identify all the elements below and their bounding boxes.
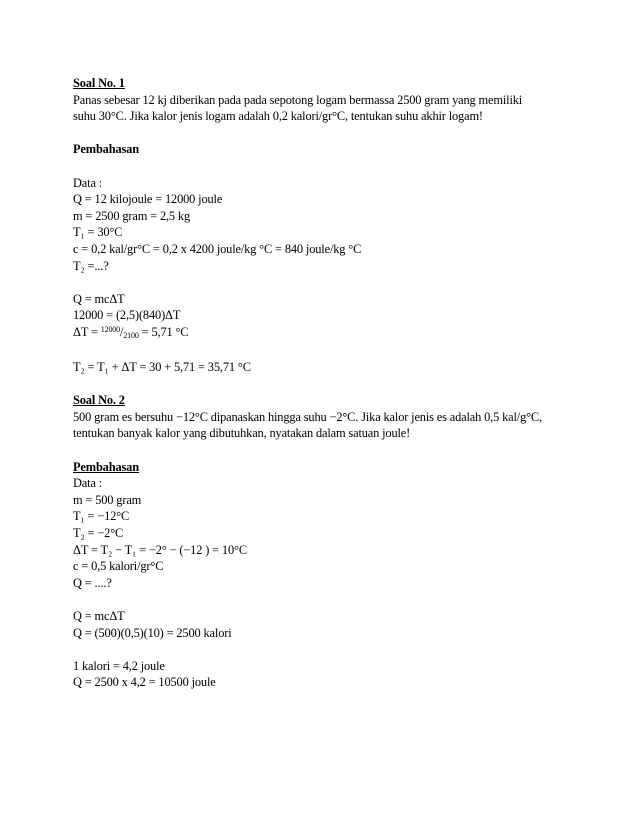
spacer (73, 158, 573, 175)
spacer (73, 343, 573, 360)
soal1-heading: Soal No. 1 (73, 76, 125, 90)
soal2-pembahasan-heading: Pembahasan (73, 459, 139, 474)
soal2-text-line1: 500 gram es bersuhu −12°C dipanaskan hingga suhu −2°C. Jika kalor jenis es adalah 0,5 kal/g°C, (73, 409, 542, 424)
soal1-pembahasan-heading: Pembahasan (73, 142, 139, 157)
soal2-text-line2: tentukan banyak kalor yang dibutuhkan, nyatakan dalam satuan joule! (73, 426, 411, 441)
soal2-result: Q = 2500 x 4,2 = 10500 joule (73, 675, 216, 690)
soal1-step2-denominator: 2100 (123, 330, 139, 340)
soal1-formula: Q = mcΔT (73, 291, 125, 306)
soal2-formula: Q = mcΔT (73, 609, 125, 623)
soal2-data-m: m = 500 gram (73, 492, 142, 507)
soal1-data-m: m = 2500 gram = 2,5 kg (73, 208, 191, 223)
soal1-data-c: c = 0,2 kal/gr°C = 0,2 x 4200 joule/kg °C = 840 joule/kg °C (73, 241, 362, 256)
soal1-step2-suffix: = 5,71 °C (138, 324, 189, 339)
soal2-heading: Soal No. 2 (73, 393, 125, 408)
spacer (73, 274, 573, 291)
soal2-data-q: Q = ....? (73, 575, 112, 590)
spacer (73, 591, 573, 608)
soal1-result: T₂ = T₁ + ΔT = 30 + 5,71 = 35,71 °C (73, 360, 251, 375)
soal1-data-t2: T₂ =...? (73, 258, 109, 273)
soal2-data-label: Data : (73, 476, 103, 491)
soal1-text-line2: suhu 30°C. Jika kalor jenis logam adalah 0,2 kalori/gr°C, tentukan suhu akhir logam! (73, 109, 483, 124)
spacer (73, 376, 573, 393)
soal1-step2-prefix: ΔT = (73, 324, 101, 339)
soal2-step1: Q = (500)(0,5)(10) = 2500 kalori (73, 625, 232, 640)
soal1-step2-numerator: 12000 (100, 324, 121, 334)
soal1-data-q: Q = 12 kilojoule = 12000 joule (73, 192, 223, 207)
spacer (73, 442, 573, 459)
soal2-data-t2: T₂ = −2°C (73, 526, 124, 541)
soal2-data-dt: ΔT = T₂ − T₁ = −2° − (−12 ) = 10°C (73, 542, 247, 557)
soal1-step1: 12000 = (2,5)(840)ΔT (73, 308, 181, 323)
spacer (73, 641, 573, 658)
soal1-step2: ΔT = $^{12000}$/2100 = 5,71 °C (73, 324, 189, 340)
soal1-text-line1: Panas sebesar 12 kj diberikan pada pada sepotong logam bermassa 2500 gram yang memiliki (73, 92, 523, 107)
soal1-data-t1: T₁ = 30°C (73, 225, 123, 240)
soal1-data-label: Data : (73, 175, 103, 190)
soal2-conversion: 1 kalori = 4,2 joule (73, 658, 165, 673)
soal2-data-t1: T₁ = −12°C (73, 509, 130, 524)
soal2-data-c: c = 0,5 kalori/gr°C (73, 559, 164, 574)
document-page (73, 75, 573, 691)
spacer (73, 125, 573, 142)
